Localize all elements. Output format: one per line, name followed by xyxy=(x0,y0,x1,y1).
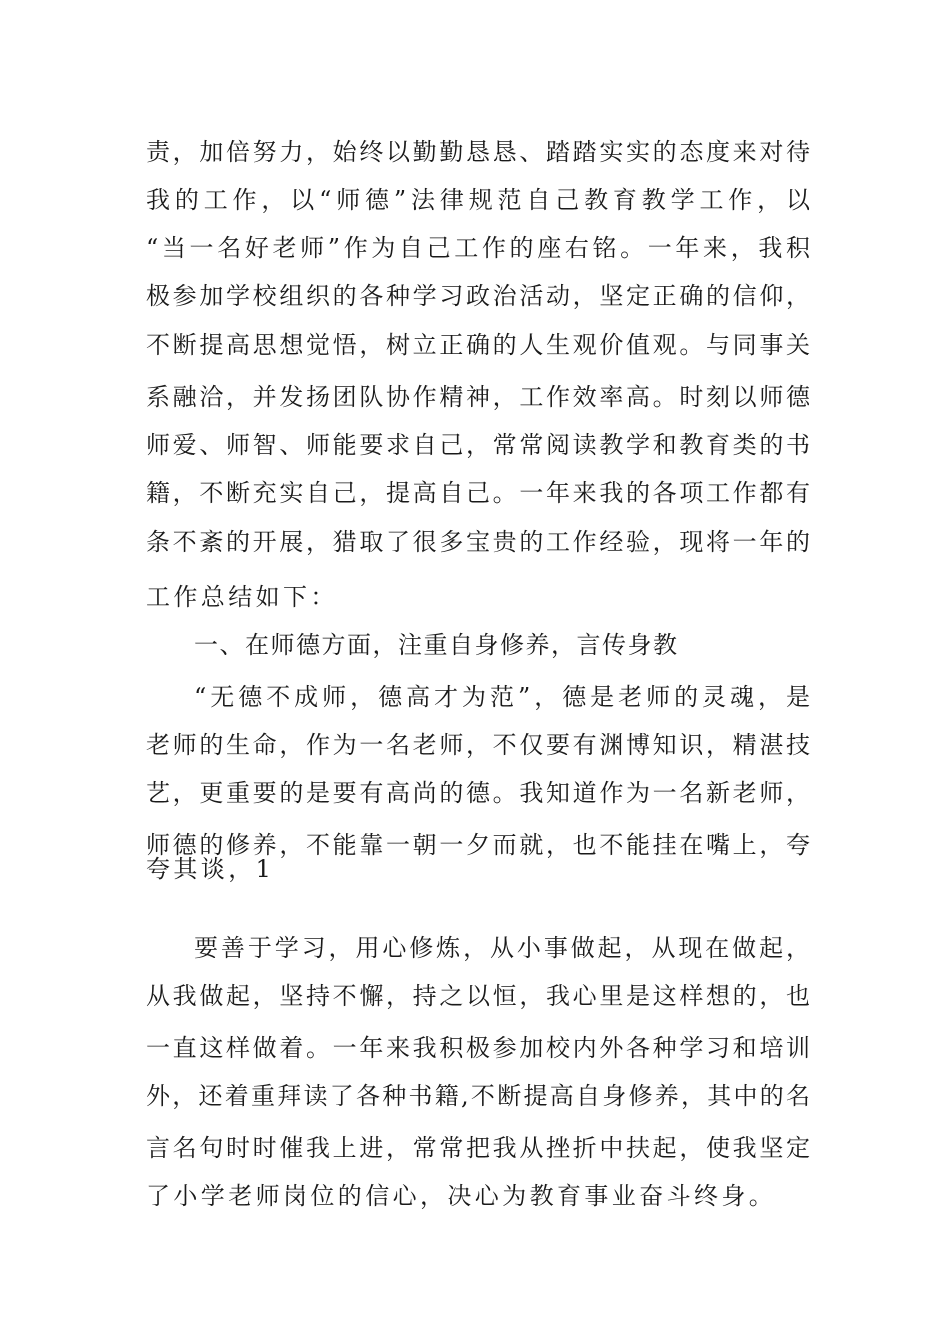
text-line: 工作总结如下： xyxy=(146,583,338,611)
text-line: 言名句时时催我上进，常常把我从挫折中扶起，使我坚定 xyxy=(146,1134,810,1162)
text-line: 极参加学校组织的各种学习政治活动，坚定正确的信仰， xyxy=(146,282,810,310)
text-line: 了小学老师岗位的信心，决心为教育事业奋斗终身。 xyxy=(146,1182,777,1210)
text-line: 一直这样做着。一年来我积极参加校内外各种学习和培训 xyxy=(146,1034,810,1062)
text-line: 师德的修养，不能靠一朝一夕而就，也不能挂在嘴上，夸 xyxy=(146,831,810,859)
text-line: 责，加倍努力，始终以勤勤恳恳、踏踏实实的态度来对待 xyxy=(146,138,810,166)
section-heading: 一、在师德方面，注重自身修养，言传身教 xyxy=(194,631,679,659)
text-line: 老师的生命，作为一名老师，不仅要有渊博知识，精湛技 xyxy=(146,731,810,759)
text-line: 条不紊的开展，猎取了很多宝贵的工作经验，现将一年的 xyxy=(146,528,810,556)
text-line: 外，还着重拜读了各种书籍,不断提高自身修养，其中的名 xyxy=(146,1082,810,1110)
text-line: 不断提高思想觉悟，树立正确的人生观价值观。与同事关 xyxy=(146,331,810,359)
text-line: 系融洽，并发扬团队协作精神，工作效率高。时刻以师德 xyxy=(146,383,810,411)
text-line: 夸其谈，1 xyxy=(146,855,275,883)
text-line: 艺，更重要的是要有高尚的德。我知道作为一名新老师， xyxy=(146,779,810,807)
text-line: “当一名好老师”作为自己工作的座右铭。一年来，我积 xyxy=(146,234,810,262)
text-line: 师爱、师智、师能要求自己，常常阅读教学和教育类的书 xyxy=(146,431,810,459)
text-line: 籍，不断充实自己，提高自己。一年来我的各项工作都有 xyxy=(146,479,810,507)
text-line: 我的工作，以“师德”法律规范自己教育教学工作，以 xyxy=(146,186,810,214)
text-line: 从我做起，坚持不懈，持之以恒，我心里是这样想的，也 xyxy=(146,982,810,1010)
text-line: “无德不成师，德高才为范”，德是老师的灵魂，是 xyxy=(194,683,810,711)
text-line: 要善于学习，用心修炼，从小事做起，从现在做起， xyxy=(194,934,810,962)
